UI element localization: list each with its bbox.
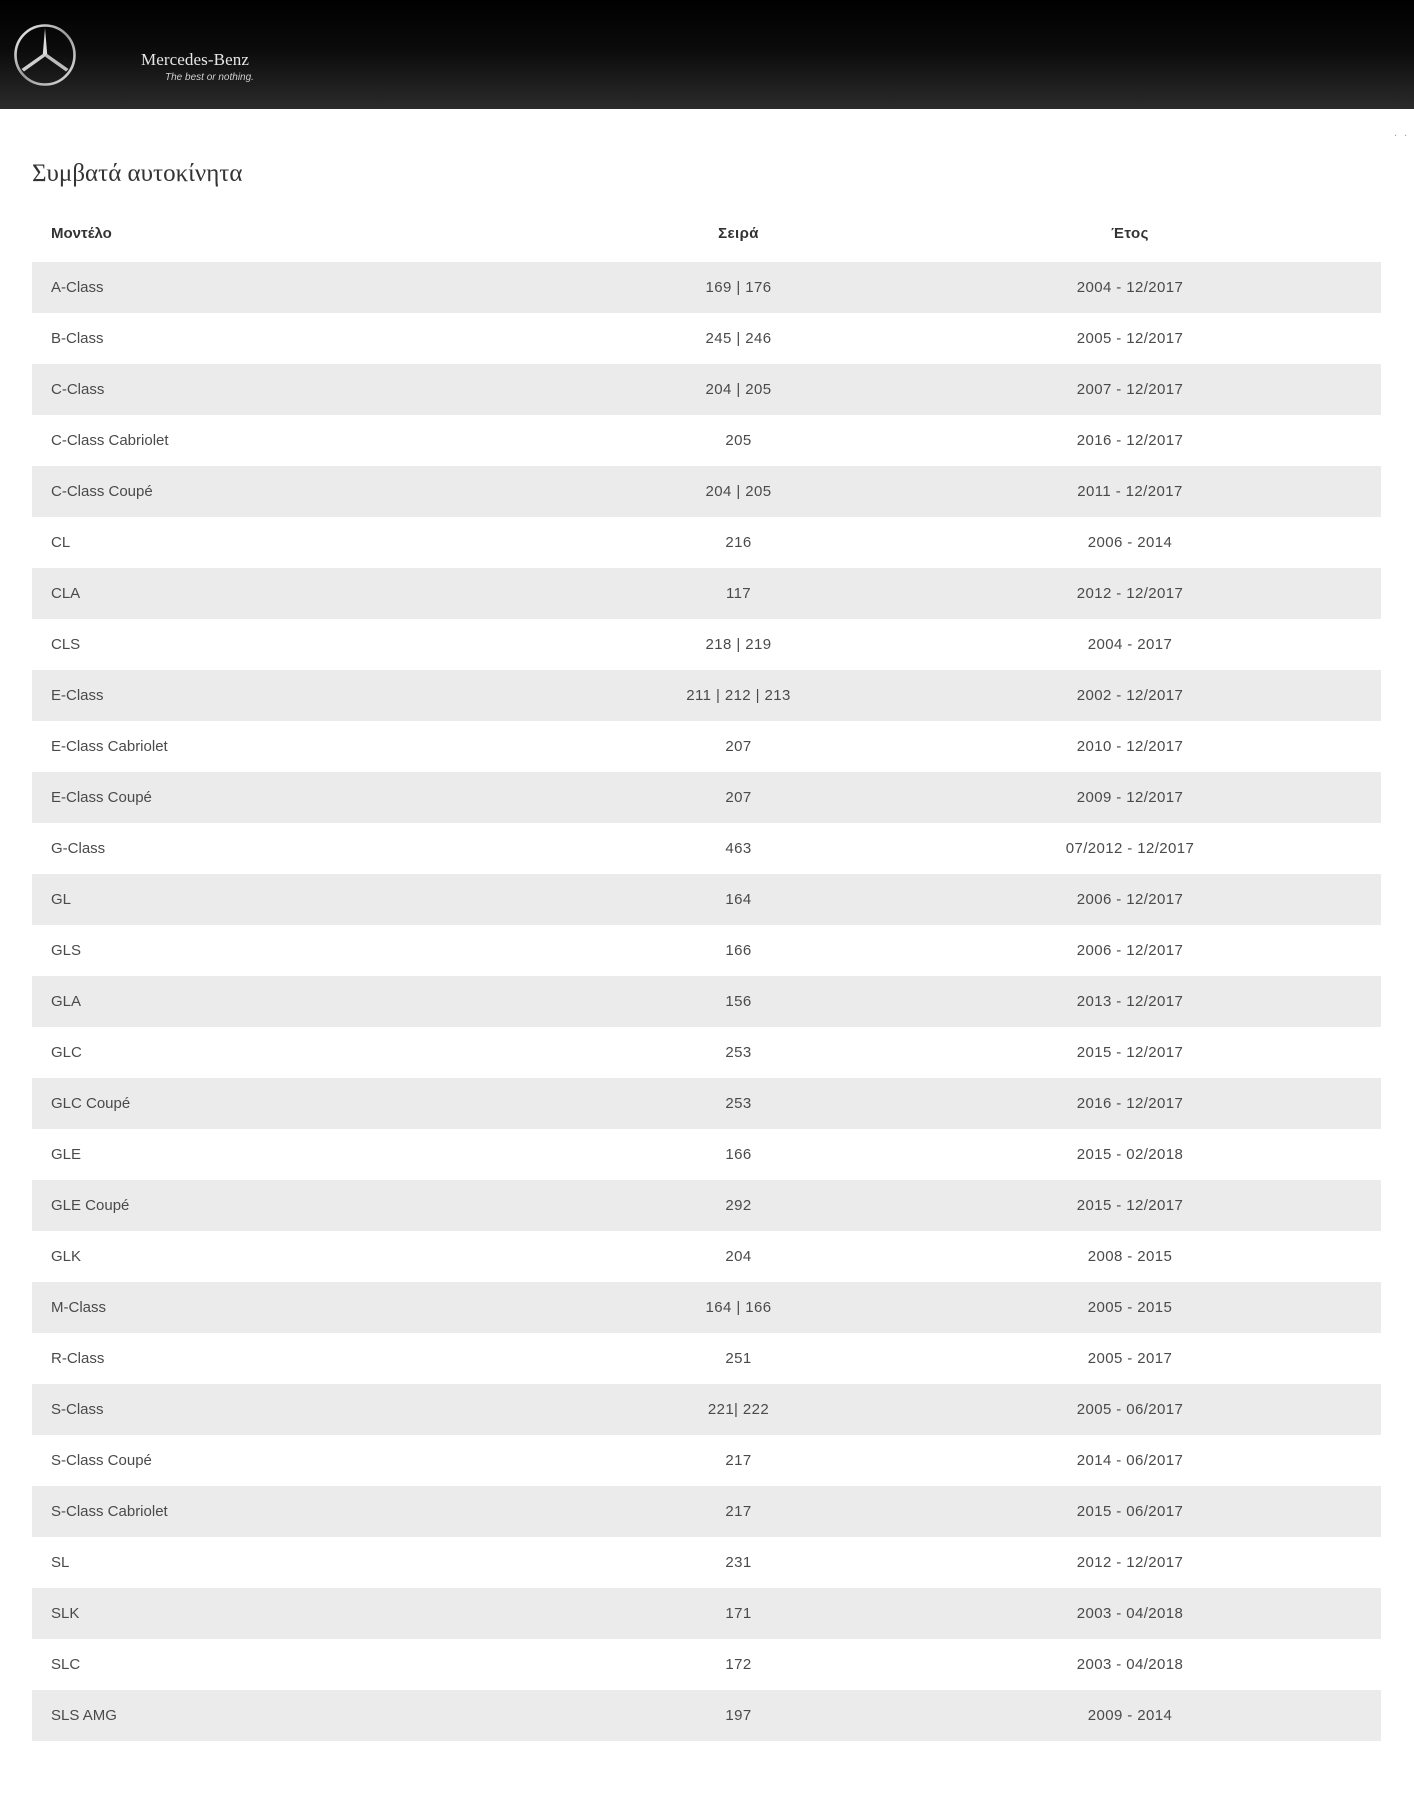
- cell-year: 2010 - 12/2017: [1076, 738, 1184, 755]
- cell-model: GLE Coupé: [51, 1197, 130, 1214]
- cell-model: E-Class Coupé: [51, 789, 152, 806]
- cell-year: 2005 - 12/2017: [1076, 330, 1184, 347]
- cell-series: 164: [725, 891, 752, 908]
- cell-series: 205: [725, 432, 752, 449]
- cell-year: 2009 - 12/2017: [1076, 789, 1184, 806]
- cell-series: 204 | 205: [705, 381, 772, 398]
- table-row: [32, 1078, 1381, 1129]
- cell-series: 221| 222: [707, 1401, 770, 1418]
- column-header-series: Σειρά: [718, 224, 759, 242]
- table-row: [32, 568, 1381, 619]
- cell-series: 117: [725, 585, 752, 602]
- cell-series: 207: [725, 789, 752, 806]
- brand-name: Mercedes-Benz: [141, 50, 249, 69]
- cell-model: E-Class: [51, 687, 104, 704]
- column-header-year: Έτος: [1111, 224, 1149, 242]
- cell-year: 2004 - 12/2017: [1076, 279, 1184, 296]
- cell-series: 207: [725, 738, 752, 755]
- cell-model: S-Class Cabriolet: [51, 1503, 168, 1520]
- table-row: [32, 1537, 1381, 1588]
- table-row: [32, 721, 1381, 772]
- cell-year: 2003 - 04/2018: [1076, 1605, 1184, 1622]
- cell-year: 2009 - 2014: [1087, 1707, 1173, 1724]
- cell-model: B-Class: [51, 330, 104, 347]
- cell-year: 2011 - 12/2017: [1077, 483, 1183, 500]
- cell-model: GLS: [51, 942, 82, 959]
- cell-series: 216: [725, 534, 752, 551]
- site-header: [0, 0, 1414, 109]
- cell-year: 2015 - 12/2017: [1076, 1197, 1184, 1214]
- table-row: [32, 1486, 1381, 1537]
- table-row: [32, 262, 1381, 313]
- table-row: [32, 1027, 1381, 1078]
- cell-year: 2012 - 12/2017: [1076, 1554, 1184, 1571]
- cell-series: 253: [725, 1044, 752, 1061]
- table-row: [32, 874, 1381, 925]
- table-row: [32, 1129, 1381, 1180]
- cell-model: CL: [51, 534, 71, 551]
- cell-model: C-Class: [51, 381, 105, 398]
- cell-model: S-Class Coupé: [51, 1452, 152, 1469]
- cell-year: 2006 - 12/2017: [1076, 942, 1184, 959]
- cell-model: GLC: [51, 1044, 82, 1061]
- cell-model: GLE: [51, 1146, 82, 1163]
- table-row: [32, 1333, 1381, 1384]
- cell-year: 2013 - 12/2017: [1076, 993, 1184, 1010]
- cell-model: A-Class: [51, 279, 104, 296]
- cell-series: 166: [725, 1146, 752, 1163]
- cell-year: 2015 - 06/2017: [1076, 1503, 1184, 1520]
- table-row: [32, 976, 1381, 1027]
- cell-year: 2012 - 12/2017: [1076, 585, 1184, 602]
- mercedes-star-icon[interactable]: [13, 23, 77, 87]
- cell-model: S-Class: [51, 1401, 104, 1418]
- table-row: [32, 823, 1381, 874]
- cell-series: 164 | 166: [705, 1299, 772, 1316]
- table-row: [32, 1690, 1381, 1741]
- cell-model: GLA: [51, 993, 82, 1010]
- cell-series: 156: [725, 993, 752, 1010]
- cell-year: 07/2012 - 12/2017: [1065, 840, 1195, 857]
- table-row: [32, 1384, 1381, 1435]
- table-row: [32, 1588, 1381, 1639]
- page-title: Συμβατά αυτοκίνητα: [32, 160, 243, 187]
- cell-model: SLK: [51, 1605, 80, 1622]
- cell-year: 2003 - 04/2018: [1076, 1656, 1184, 1673]
- cell-series: 217: [725, 1503, 752, 1520]
- cell-series: 172: [725, 1656, 752, 1673]
- cell-year: 2005 - 2015: [1087, 1299, 1173, 1316]
- cell-model: R-Class: [51, 1350, 105, 1367]
- cell-series: 217: [725, 1452, 752, 1469]
- table-row: [32, 1231, 1381, 1282]
- cell-model: M-Class: [51, 1299, 106, 1316]
- cell-model: C-Class Cabriolet: [51, 432, 169, 449]
- cell-model: SLS AMG: [51, 1707, 117, 1724]
- cell-year: 2007 - 12/2017: [1076, 381, 1184, 398]
- cell-series: 171: [725, 1605, 752, 1622]
- cell-model: CLS: [51, 636, 81, 653]
- table-row: [32, 925, 1381, 976]
- cell-series: 204 | 205: [705, 483, 772, 500]
- table-row: [32, 772, 1381, 823]
- cell-model: G-Class: [51, 840, 106, 857]
- table-row: [32, 619, 1381, 670]
- cell-series: 245 | 246: [705, 330, 772, 347]
- table-row: [32, 364, 1381, 415]
- cell-year: 2005 - 06/2017: [1076, 1401, 1184, 1418]
- cell-year: 2005 - 2017: [1087, 1350, 1173, 1367]
- cell-year: 2015 - 02/2018: [1076, 1146, 1184, 1163]
- table-row: [32, 313, 1381, 364]
- cell-model: CLA: [51, 585, 81, 602]
- cell-series: 463: [725, 840, 752, 857]
- cell-year: 2006 - 12/2017: [1076, 891, 1184, 908]
- table-row: [32, 517, 1381, 568]
- cell-model: GLC Coupé: [51, 1095, 131, 1112]
- table-row: [32, 1435, 1381, 1486]
- cell-year: 2002 - 12/2017: [1076, 687, 1184, 704]
- cell-series: 231: [725, 1554, 752, 1571]
- cell-model: GL: [51, 891, 72, 908]
- cell-series: 169 | 176: [705, 279, 772, 296]
- brand-block[interactable]: [141, 50, 254, 83]
- cell-series: 251: [725, 1350, 752, 1367]
- cell-year: 2016 - 12/2017: [1076, 432, 1184, 449]
- cell-year: 2008 - 2015: [1087, 1248, 1173, 1265]
- cell-model: E-Class Cabriolet: [51, 738, 168, 755]
- cell-model: GLK: [51, 1248, 82, 1265]
- table-row: [32, 466, 1381, 517]
- column-header-model: Μοντέλο: [51, 224, 112, 242]
- cell-series: 292: [725, 1197, 752, 1214]
- table-body: [32, 262, 1381, 1741]
- cell-year: 2015 - 12/2017: [1076, 1044, 1184, 1061]
- table-header: [32, 204, 1381, 262]
- cell-series: 218 | 219: [705, 636, 772, 653]
- cell-model: SLC: [51, 1656, 81, 1673]
- cell-series: 211 | 212 | 213: [686, 687, 791, 704]
- cell-series: 166: [725, 942, 752, 959]
- table-row: [32, 1639, 1381, 1690]
- cell-series: 204: [725, 1248, 752, 1265]
- cell-year: 2006 - 2014: [1087, 534, 1173, 551]
- cell-model: C-Class Coupé: [51, 483, 153, 500]
- cell-series: 253: [725, 1095, 752, 1112]
- table-row: [32, 670, 1381, 721]
- cell-year: 2016 - 12/2017: [1076, 1095, 1184, 1112]
- table-row: [32, 1180, 1381, 1231]
- brand-tagline: The best or nothing.: [165, 72, 254, 83]
- cell-model: SL: [51, 1554, 70, 1571]
- cell-year: 2014 - 06/2017: [1076, 1452, 1184, 1469]
- table-row: [32, 415, 1381, 466]
- corner-dots: . .: [1394, 127, 1410, 139]
- cell-year: 2004 - 2017: [1087, 636, 1173, 653]
- table-row: [32, 1282, 1381, 1333]
- compatible-cars-table: [32, 204, 1381, 1741]
- cell-series: 197: [725, 1707, 752, 1724]
